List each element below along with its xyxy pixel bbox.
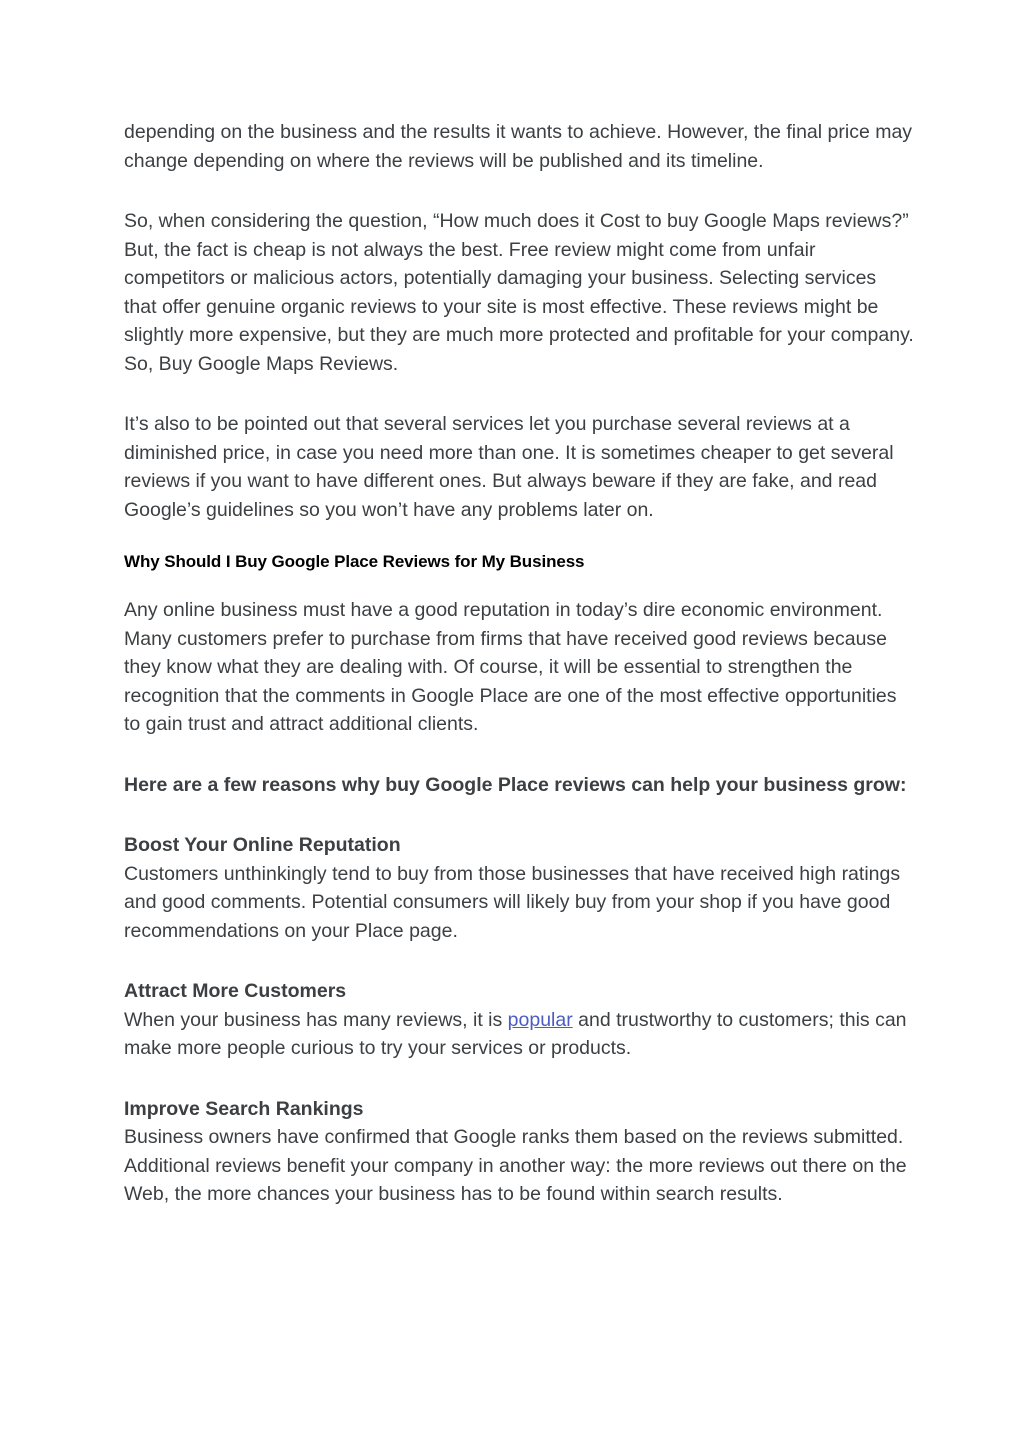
reason-body-before-link: When your business has many reviews, it is: [124, 1008, 508, 1031]
paragraph-cost-question: So, when considering the question, “How much does it Cost to buy Google Maps reviews?” But, the fact is cheap is not always the best. Free review might come from unfair competitors or malicious actors, potentially damaging your business. Selecting services that offer genuine organic reviews to your site is most effective. These reviews might be slightly more expensive, but they are much more protected and profitable for your company. So, Buy Google Maps Reviews.: [124, 210, 914, 375]
paragraph-pricing-intro: depending on the business and the results it wants to achieve. However, the final price may change depending on where the reviews will be published and its timeline.: [124, 121, 913, 172]
heading-why-buy: Why Should I Buy Google Place Reviews for My Business: [124, 552, 585, 571]
paragraph-online-reputation: Any online business must have a good reputation in today’s dire economic environment. Many customers prefer to purchase from firms that have received good reviews because they know what they are dealing with. Of course, it will be essential to strengthen the recognition that the comments in Google Place are one of the most effective opportunities to gain trust and attract additional clients.: [124, 599, 897, 735]
reason-body: [124, 1006, 914, 1063]
reason-body-after-link: and trustworthy to customers; this can make more people curious to try your services or products.: [124, 1008, 907, 1059]
reason-title: Improve Search Rankings: [124, 1097, 364, 1120]
document-page: [124, 118, 914, 1241]
paragraph-bulk-purchase: It’s also to be pointed out that several services let you purchase several reviews at a diminished price, in case you need more than one. It is sometimes cheaper to get several reviews if you want to have different ones. But always beware if they are fake, and read Google’s guidelines so you won’t have any problems later on.: [124, 413, 894, 521]
reason-body: Customers unthinkingly tend to buy from those businesses that have received high ratings and good comments. Potential consumers will likely buy from your shop if you have good recommendations on your Place page.: [124, 862, 901, 942]
reason-boost-reputation: [124, 831, 914, 945]
reason-title: Attract More Customers: [124, 980, 347, 1002]
popular-link[interactable]: popular: [507, 1008, 573, 1031]
reason-body: Business owners have confirmed that Google ranks them based on the reviews submitted. Additional reviews benefit your company in another way: the more reviews out there on the Web, the more chances your business has to be found within search results.: [124, 1126, 907, 1205]
reason-attract-customers: [124, 977, 914, 1063]
heading-reasons-intro: Here are a few reasons why buy Google Place reviews can help your business grow:: [124, 773, 907, 796]
reason-title: Boost Your Online Reputation: [124, 834, 401, 856]
reason-search-rankings: [124, 1095, 914, 1209]
